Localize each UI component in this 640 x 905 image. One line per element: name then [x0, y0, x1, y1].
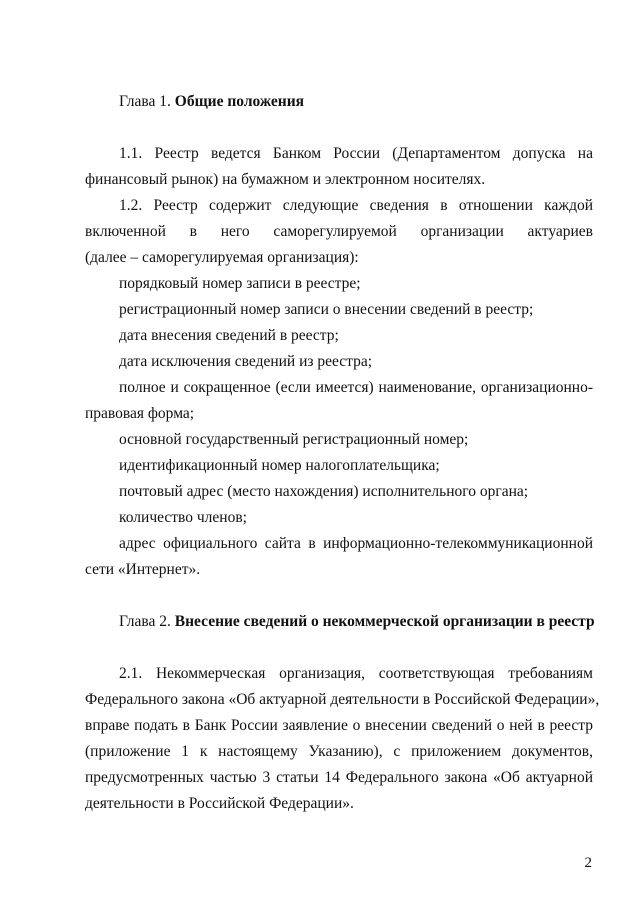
paragraph-line: деятельности в Российской Федерации».: [85, 795, 354, 812]
paragraph-line: включенной в него саморегулируемой организации актуариев: [85, 223, 593, 240]
list-item: идентификационный номер налогоплательщика;: [119, 457, 440, 474]
paragraph-line: предусмотренных частью 3 статьи 14 Федерального закона «Об актуарной: [85, 769, 593, 786]
list-item: порядковый номер записи в реестре;: [119, 275, 361, 292]
list-item: адрес официального сайта в информационно-телекоммуникационной: [119, 535, 593, 552]
page-number: 2: [584, 855, 592, 871]
paragraph-line: Федерального закона «Об актуарной деятельности в Российской Федерации»,: [85, 691, 600, 708]
list-item-continuation: сети «Интернет».: [85, 561, 201, 578]
chapter-1-prefix: Глава 1.: [119, 93, 175, 110]
chapter-2-prefix: Глава 2.: [119, 613, 175, 630]
list-item: дата исключения сведений из реестра;: [119, 353, 373, 370]
list-item: регистрационный номер записи о внесении сведений в реестр;: [119, 301, 534, 318]
paragraph-line: финансовый рынок) на бумажном и электронном носителях.: [85, 171, 486, 188]
paragraph-line: (далее – саморегулируемая организация):: [85, 249, 359, 266]
chapter-2-title: Внесение сведений о некоммерческой организации в реестр: [174, 613, 595, 630]
list-item: дата внесения сведений в реестр;: [119, 327, 339, 344]
paragraph-line: вправе подать в Банк России заявление о внесении сведений о ней в реестр: [85, 717, 593, 734]
paragraph-line: 1.1. Реестр ведется Банком России (Департаментом допуска на: [119, 145, 593, 162]
list-item: почтовый адрес (место нахождения) исполнительного органа;: [119, 483, 529, 500]
chapter-1-title: Общие положения: [174, 93, 305, 110]
paragraph-line: (приложение 1 к настоящему Указанию), с приложением документов,: [85, 743, 593, 760]
paragraph-line: 2.1. Некоммерческая организация, соответствующая требованиям: [119, 665, 593, 682]
paragraph-line: 1.2. Реестр содержит следующие сведения в отношении каждой: [119, 197, 593, 214]
list-item-continuation: правовая форма;: [85, 405, 195, 422]
list-item: основной государственный регистрационный номер;: [119, 431, 469, 448]
list-item: полное и сокращенное (если имеется) наименование, организационно-: [119, 379, 593, 396]
list-item: количество членов;: [119, 509, 247, 526]
